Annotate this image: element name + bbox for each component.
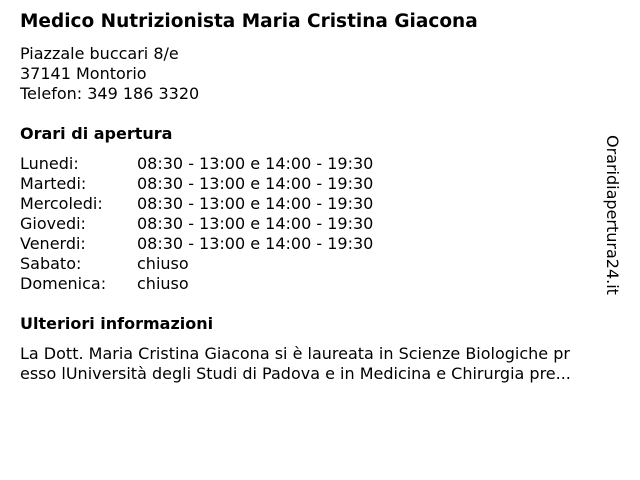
page-title: Medico Nutrizionista Maria Cristina Giacona (20, 11, 478, 32)
hours-value: 08:30 - 13:00 e 14:00 - 19:30 (137, 234, 374, 253)
hours-value: chiuso (137, 254, 189, 273)
description-line: esso lUniversità degli Studi di Padova e in Medicina e Chirurgia pre... (20, 364, 571, 383)
day-label: Venerdi: (20, 234, 86, 253)
day-label: Martedi: (20, 174, 87, 193)
more-info-heading: Ulteriori informazioni (20, 314, 214, 333)
site-watermark: Oraridiapertura24.it (603, 135, 622, 295)
day-label: Giovedi: (20, 214, 86, 233)
street-address: Piazzale buccari 8/e (20, 44, 179, 63)
hours-value: 08:30 - 13:00 e 14:00 - 19:30 (137, 174, 374, 193)
hours-value: chiuso (137, 274, 189, 293)
day-label: Domenica: (20, 274, 107, 293)
day-label: Lunedi: (20, 154, 79, 173)
hours-value: 08:30 - 13:00 e 14:00 - 19:30 (137, 194, 374, 213)
description-line: La Dott. Maria Cristina Giacona si è laureata in Scienze Biologiche pr (20, 344, 570, 363)
city-address: 37141 Montorio (20, 64, 147, 83)
hours-value: 08:30 - 13:00 e 14:00 - 19:30 (137, 214, 374, 233)
phone-number: Telefon: 349 186 3320 (20, 84, 200, 103)
description-text (20, 344, 624, 384)
hours-value: 08:30 - 13:00 e 14:00 - 19:30 (137, 154, 374, 173)
day-label: Mercoledi: (20, 194, 103, 213)
address-block (20, 44, 199, 104)
day-label: Sabato: (20, 254, 82, 273)
opening-hours-heading: Orari di apertura (20, 124, 173, 143)
